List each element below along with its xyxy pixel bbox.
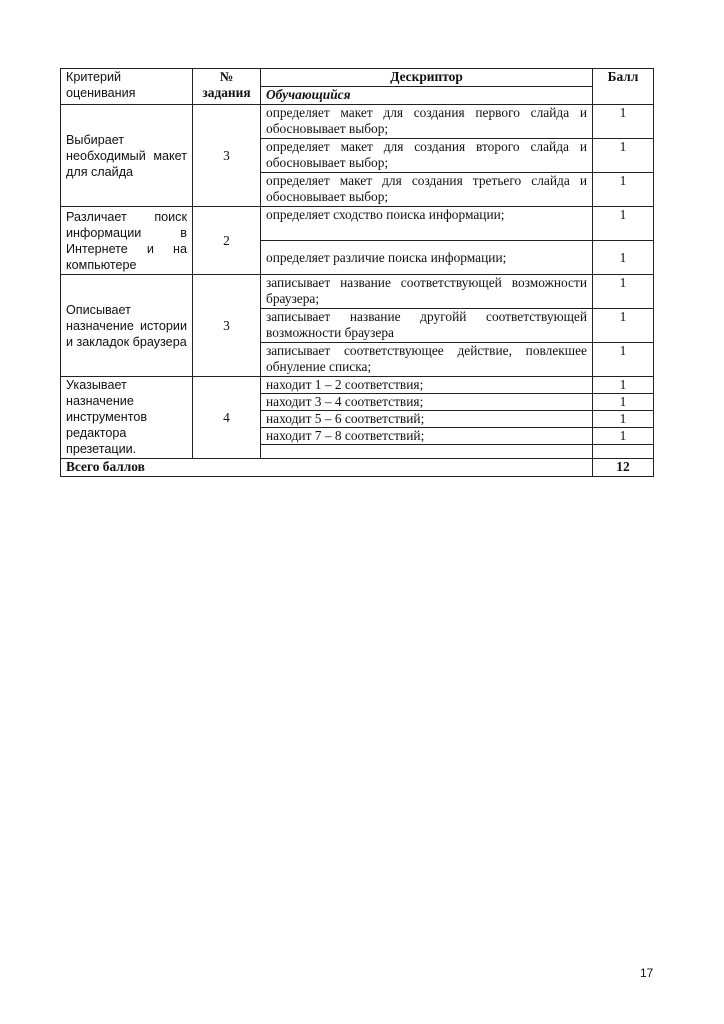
table-row	[61, 207, 654, 241]
descriptor-cell: находит 1 – 2 соответствия;	[261, 377, 593, 394]
descriptor-cell: записывает соответствующее действие, повлекшее обнуление списка;	[261, 343, 593, 377]
descriptor-cell: находит 5 – 6 соответствий;	[261, 411, 593, 428]
score-cell: 1	[593, 411, 654, 428]
descriptor-cell: определяет различие поиска информации;	[261, 241, 593, 275]
descriptor-empty-cell	[261, 445, 593, 459]
descriptor-cell: находит 3 – 4 соответствия;	[261, 394, 593, 411]
total-label: Всего баллов	[61, 459, 593, 477]
criterion-text: Выбирает необходимый макет для слайда	[66, 132, 187, 179]
header-criterion: Критерий оценивания	[61, 69, 193, 105]
descriptor-cell: записывает название соответствующей возможности браузера;	[261, 275, 593, 309]
score-cell: 1	[593, 377, 654, 394]
header-task-number: № задания	[193, 69, 261, 105]
criterion-text: Указывает назначение инструментов редактора презетации.	[66, 378, 148, 456]
criterion-cell	[61, 377, 193, 459]
descriptor-cell: определяет макет для создания первого слайда и обосновывает выбор;	[261, 105, 593, 139]
task-number-cell: 4	[193, 377, 261, 459]
descriptor-cell: определяет макет для создания второго слайда и обосновывает выбор;	[261, 139, 593, 173]
score-cell: 1	[593, 139, 654, 173]
score-cell: 1	[593, 428, 654, 445]
descriptor-cell: находит 7 – 8 соответствий;	[261, 428, 593, 445]
criterion-cell	[61, 105, 193, 207]
task-number-cell: 2	[193, 207, 261, 275]
table-row	[61, 377, 654, 394]
score-cell: 1	[593, 105, 654, 139]
score-cell: 1	[593, 241, 654, 275]
header-learner: Обучающийся	[261, 87, 593, 105]
descriptor-cell: определяет сходство поиска информации;	[261, 207, 593, 241]
table-row	[61, 105, 654, 139]
total-score: 12	[593, 459, 654, 477]
criterion-text: Различает поиск информации в Интернете и на компьютере	[66, 209, 187, 272]
score-cell: 1	[593, 207, 654, 241]
header-score: Балл	[593, 69, 654, 105]
criterion-text: Описывает назначение истории и закладок браузера	[66, 302, 187, 349]
score-empty-cell	[593, 445, 654, 459]
descriptor-cell: определяет макет для создания третьего слайда и обосновывает выбор;	[261, 173, 593, 207]
assessment-rubric-table	[60, 68, 654, 477]
header-descriptor: Дескриптор	[261, 69, 593, 87]
total-row	[61, 459, 654, 477]
score-cell: 1	[593, 309, 654, 343]
header-row	[61, 69, 654, 87]
score-cell: 1	[593, 173, 654, 207]
criterion-cell	[61, 207, 193, 275]
table-row	[61, 275, 654, 309]
score-cell: 1	[593, 275, 654, 309]
page-number: 17	[640, 966, 654, 980]
criterion-cell	[61, 275, 193, 377]
task-number-cell: 3	[193, 105, 261, 207]
descriptor-cell: записывает название другойй соответствующей возможности браузера	[261, 309, 593, 343]
score-cell: 1	[593, 343, 654, 377]
task-number-cell: 3	[193, 275, 261, 377]
score-cell: 1	[593, 394, 654, 411]
